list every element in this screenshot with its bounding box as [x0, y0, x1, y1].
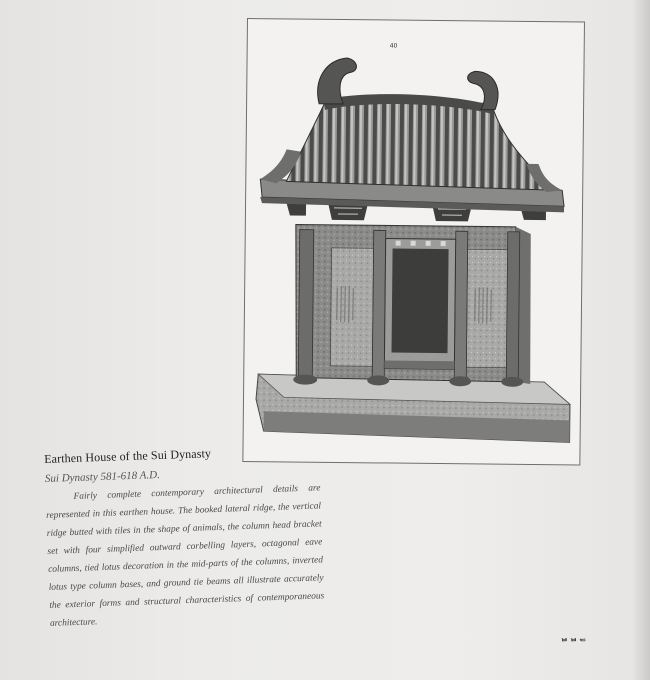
caption-body: Fairly complete contemporary architectural details are represented in this earthen house. The booked lateral ridge, the vertical ridge butted with tiles in the shape of animals, the column head bracket set with four simplified outward corbelling layers, octagonal eave columns, tied lotus decoration in the mid-parts of the columns, inverted lotus type column bases, and ground tie beams all illustrate accurately the exterior forms and structural characteristics of contemporaneous architecture. — [46, 483, 325, 629]
plate-mark: 40 — [389, 42, 398, 50]
photo-plate — [242, 18, 585, 466]
earthen-house-model-icon — [243, 19, 584, 464]
page-number: ᄇᄇᄃ — [560, 639, 588, 649]
caption-block — [44, 442, 325, 632]
caption-subtitle: Sui Dynasty 581-618 A.D. — [44, 468, 161, 485]
page-gutter-shadow — [632, 0, 650, 680]
caption-title: Earthen House of the Sui Dynasty — [44, 446, 212, 466]
